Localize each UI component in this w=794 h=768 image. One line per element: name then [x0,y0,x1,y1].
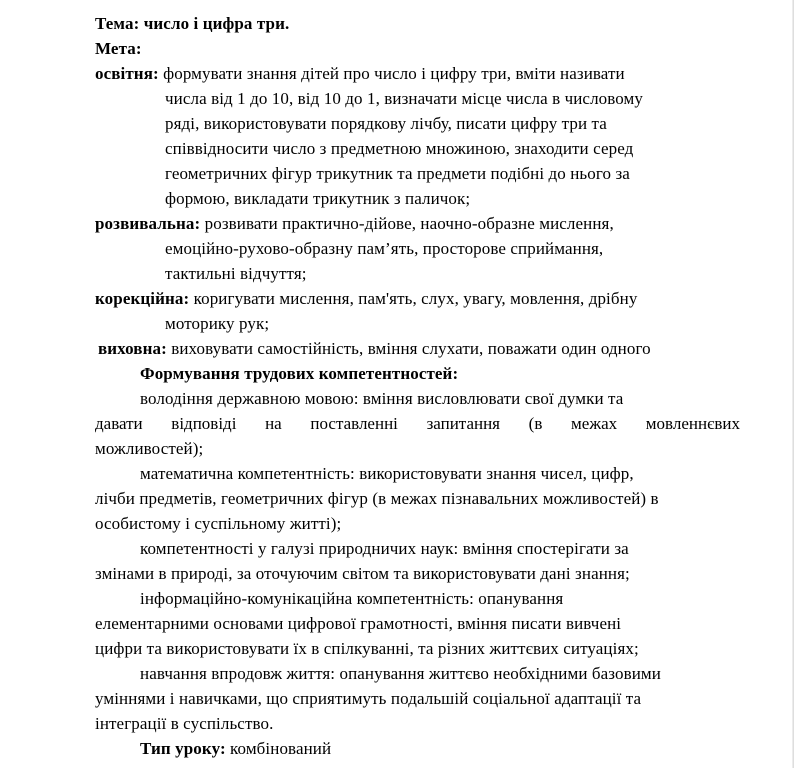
edu-text-5: формою, викладати трикутник з паличок; [165,189,471,208]
dev-text-1: емоційно-рухово-образну пам’ять, просторове сприймання, [165,239,604,258]
topic-label: Тема: [95,14,140,33]
goal-label: Мета: [95,39,142,58]
lesson-type-label: Тип уроку: [140,739,226,758]
edu-line-0 [95,63,625,85]
dev-label: розвивальна: [95,214,201,233]
comp-nat-0: компетентності у галузі природничих наук: вміння спостерігати за [140,539,629,558]
topic-value: число і цифра три. [139,14,290,33]
comp-life-2: інтеграції в суспільство. [95,714,274,733]
edu-label: освітня: [95,64,159,83]
upbr-label: виховна: [98,339,167,358]
dev-text-0: розвивати практично-дійове, наочно-образне мислення, [200,214,614,233]
edu-text-2: ряді, використовувати порядкову лічбу, писати цифру три та [165,114,607,133]
comp-lang-2: можливостей); [95,439,204,458]
dev-text-2: тактильні відчуття; [165,264,307,283]
comp-math-1: лічби предметів, геометричних фігур (в межах пізнавальних можливостей) в [95,489,659,508]
lesson-type-value: комбінований [225,739,332,758]
comp-lang-0: володіння державною мовою: вміння висловлювати свої думки та [140,389,624,408]
comp-math-0: математична компетентність: використовувати знання чисел, цифр, [140,464,634,483]
corr-text-0: коригувати мислення, пам'ять, слух, увагу, мовлення, дрібну [189,289,638,308]
edu-text-3: співвідносити число з предметною множиною, знаходити серед [165,139,634,158]
comp-life-0: навчання впродовж життя: опанування життєво необхідними базовими [140,664,661,683]
comp-math-2: особистому і суспільному житті); [95,514,342,533]
corr-label: корекційна: [95,289,190,308]
edu-text-0: формувати знання дітей про число і цифру три, вміти називати [158,64,625,83]
comp-lang-1: давати відповіді на поставленні запитання (в межах мовленнєвих [95,414,740,433]
comp-nat-1: змінами в природі, за оточуючим світом та використовувати дані знання; [95,564,630,583]
dev-line-0 [95,213,614,235]
comp-life-1: уміннями і навичками, що сприятимуть подальшій соціальної адаптації та [95,689,642,708]
upbr-text: виховувати самостійність, вміння слухати, поважати один одного [166,339,651,358]
lesson-type-line [140,738,331,760]
edu-text-4: геометричних фігур трикутник та предмети подібні до нього за [165,164,630,183]
edu-text-1: числа від 1 до 10, від 10 до 1, визначати місце числа в числовому [165,89,643,108]
corr-line-0 [95,288,637,310]
corr-text-1: моторику рук; [165,314,270,333]
competences-title: Формування трудових компетентностей: [140,364,459,383]
comp-info-2: цифри та використовувати їх в спілкуванні, та різних життєвих ситуаціях; [95,639,639,658]
upbr-line [98,338,651,360]
comp-info-0: інформаційно-комунікаційна компетентність: опанування [140,589,564,608]
comp-info-1: елементарними основами цифрової грамотності, вміння писати вивчені [95,614,622,633]
topic-line [95,13,289,35]
